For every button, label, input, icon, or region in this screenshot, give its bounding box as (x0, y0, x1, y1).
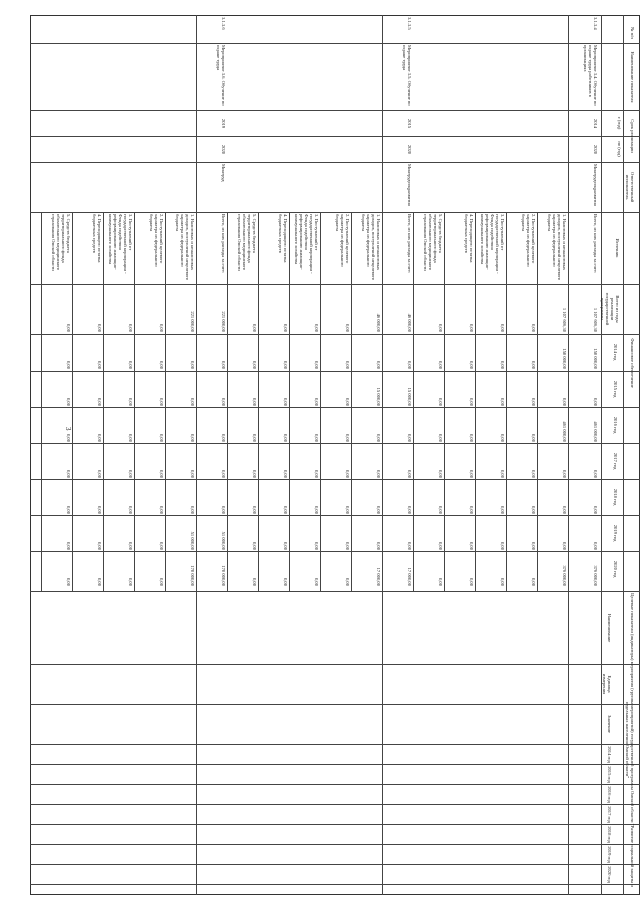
row-total: 0,00 (252, 323, 257, 332)
row-rule (134, 212, 135, 591)
column-rule (30, 884, 640, 885)
row-year-value: 0,00 (345, 505, 350, 514)
row-source: Всего, из них расходы за счет: (221, 214, 226, 274)
row-executor: Минтрудсоцразвития (593, 164, 598, 206)
row-year-value: 0,00 (66, 469, 71, 478)
row-year-value: 0,00 (159, 577, 164, 586)
row-year-value: 0,00 (314, 433, 319, 442)
row-source: 4. Переходящего остатка бюджетных средств (277, 214, 288, 263)
row-year-value: 0,00 (438, 360, 443, 369)
rotated-table-sheet (30, 15, 640, 895)
row-year-value: 0,00 (283, 360, 288, 369)
row-source: 2. Поступлений целевого характера из федерального бюджета (520, 214, 536, 267)
source-col-header: Источник (615, 238, 620, 258)
row-year-value: 0,00 (407, 360, 412, 369)
row-source: 3. Поступлений от государственной корпорации - Фонда содействия реформированию жилищно-коммунального хозяйства (107, 214, 133, 274)
row-year-value: 51 000,00 (221, 531, 226, 550)
row-year-value: 0,00 (376, 505, 381, 514)
row-rule (568, 15, 569, 895)
row-year-value: 0,00 (252, 577, 257, 586)
row-year-value: 0,00 (97, 469, 102, 478)
row-year-value: 0,00 (66, 577, 71, 586)
row-year-value: 0,00 (66, 541, 71, 550)
row-year-value: 0,00 (500, 469, 505, 478)
row-total: 0,00 (97, 323, 102, 332)
row-year-value: 376 000,00 (593, 565, 598, 586)
row-source: 1. Налоговых и неналоговых доходов, поступлений нецелевого характера из федерального бюджета (546, 214, 567, 281)
row-number: 3.1.3.5 (407, 17, 412, 30)
row-year-value: 0,00 (500, 433, 505, 442)
row-year-value: 0,00 (345, 433, 350, 442)
row-year-value: 0,00 (407, 541, 412, 550)
row-year-to: 2020 (407, 144, 412, 155)
row-source: 2. Поступлений целевого характера из федерального бюджета (148, 214, 164, 267)
row-total: 46 000,00 (407, 313, 412, 332)
row-year-value: 0,00 (469, 397, 474, 406)
row-rule (351, 212, 352, 591)
row-year-value: 461 000,00 (593, 421, 598, 442)
row-executor: Минтрудсоцразвития (407, 164, 412, 206)
row-year-value: 0,00 (407, 433, 412, 442)
row-year-value: 0,00 (376, 360, 381, 369)
column-rule (30, 136, 640, 137)
row-rule (475, 212, 476, 591)
row-source: Всего, из них расходы за счет: (407, 214, 412, 274)
column-rule (30, 784, 640, 785)
row-year-value: 0,00 (500, 360, 505, 369)
row-total: 0,00 (531, 323, 536, 332)
row-rule (289, 212, 290, 591)
row-year-value: 0,00 (469, 541, 474, 550)
row-year-value: 0,00 (283, 397, 288, 406)
total-col-header: Всего из годы реализации государственной программы (599, 292, 620, 326)
row-number: 3.1.3.6 (221, 17, 226, 30)
row-year-value: 0,00 (221, 360, 226, 369)
row-total: 0,00 (500, 323, 505, 332)
row-year-value: 0,00 (531, 541, 536, 550)
column-rule (30, 284, 640, 285)
row-year-value: 0,00 (531, 433, 536, 442)
row-year-value: 0,00 (66, 397, 71, 406)
num-col-header: № п/п (630, 27, 635, 39)
row-year-value: 0,00 (128, 397, 133, 406)
row-year-value: 0,00 (500, 577, 505, 586)
column-rule (30, 212, 640, 213)
row-total: 0,00 (314, 323, 319, 332)
row-year-value: 0,00 (252, 360, 257, 369)
row-name: Мероприятие 3.6. Обучение по охране труда (215, 45, 226, 106)
row-year-from: 2019 (221, 118, 226, 129)
row-year-value: 0,00 (128, 469, 133, 478)
row-year-value: 0,00 (97, 541, 102, 550)
row-source: 5. Средств бюджета территориального фонда обязательного медицинского страхования Омской области (236, 214, 257, 271)
row-rule (444, 212, 445, 591)
row-year-value: 17 000,00 (407, 567, 412, 586)
row-year-value: 0,00 (97, 397, 102, 406)
row-year-value: 461 000,00 (562, 421, 567, 442)
row-rule (537, 212, 538, 591)
row-year-value: 0,00 (593, 505, 598, 514)
row-source: 3. Поступлений от государственной корпорации - Фонда содействия реформированию жилищно-коммунального хозяйства (479, 214, 505, 274)
row-year-value: 0,00 (531, 505, 536, 514)
header-rule (623, 15, 624, 895)
row-name: Мероприятие 3.5. Обучение по охране труда (401, 45, 412, 106)
row-year-value: 0,00 (562, 505, 567, 514)
row-year-value: 0,00 (97, 360, 102, 369)
row-total: 0,00 (283, 323, 288, 332)
row-year-value: 0,00 (531, 577, 536, 586)
row-year-value: 0,00 (159, 360, 164, 369)
column-rule (30, 764, 640, 765)
row-total: 0,00 (159, 323, 164, 332)
row-year-value: 170 000,00 (221, 565, 226, 586)
row-total: 1 107 606,30 (593, 307, 598, 332)
row-year-value: 0,00 (159, 505, 164, 514)
row-total: 221 000,00 (221, 311, 226, 332)
row-year-value: 0,00 (438, 505, 443, 514)
row-rule (41, 212, 42, 591)
row-year-value: 0,00 (314, 541, 319, 550)
row-year-value: 0,00 (97, 577, 102, 586)
row-year-value: 0,00 (190, 360, 195, 369)
row-year-value: 0,00 (469, 505, 474, 514)
row-year-value: 0,00 (190, 397, 195, 406)
row-source: 1. Налоговых и неналоговых доходов, поступлений нецелевого характера из федерального бюджета (174, 214, 195, 281)
value-col-header: Значение (607, 715, 612, 733)
row-year-value: 0,00 (252, 397, 257, 406)
to-col-header: по (год) (617, 141, 622, 157)
name-col-header: Наименование показателя (630, 51, 635, 103)
row-year-value: 0,00 (376, 469, 381, 478)
row-total: 0,00 (128, 323, 133, 332)
finance-group-header: Финансовое обеспечение (630, 338, 635, 388)
left-year-header: 2016 год (613, 416, 618, 434)
row-year-value: 0,00 (314, 360, 319, 369)
row-year-to: 2020 (593, 144, 598, 155)
row-source: 1. Налоговых и неналоговых доходов, поступлений нецелевого характера из федерального бюджета (360, 214, 381, 281)
column-rule (30, 704, 640, 705)
row-year-value: 0,00 (97, 433, 102, 442)
row-year-value: 0,00 (562, 541, 567, 550)
period-col-header: Срок реализации (630, 119, 635, 153)
row-year-from: 2015 (407, 118, 412, 129)
row-year-value: 0,00 (128, 433, 133, 442)
right-year-header: 2017 год (607, 806, 612, 823)
column-rule (30, 162, 640, 163)
row-year-value: 0,00 (252, 433, 257, 442)
row-rule (196, 15, 197, 895)
row-year-value: 150 000,00 (593, 348, 598, 369)
row-year-value: 0,00 (283, 469, 288, 478)
executor-col-header: Ответственный исполнитель (624, 171, 635, 203)
row-year-value: 0,00 (438, 541, 443, 550)
header-rule (601, 15, 602, 895)
row-year-value: 0,00 (252, 505, 257, 514)
row-year-value: 0,00 (128, 541, 133, 550)
row-year-value: 0,00 (128, 577, 133, 586)
row-year-value: 170 000,00 (190, 565, 195, 586)
left-year-header: 2018 год (613, 488, 618, 506)
row-total: 0,00 (66, 323, 71, 332)
row-year-value: 0,00 (345, 360, 350, 369)
row-name: Мероприятие 3.4. Обучение по охране труда работников в организациях (582, 45, 598, 106)
row-year-value: 15 000,00 (376, 387, 381, 406)
row-total: 0,00 (469, 323, 474, 332)
row-year-value: 0,00 (159, 469, 164, 478)
indicator-name-header: Наименование (607, 613, 612, 643)
row-rule (258, 212, 259, 591)
row-year-value: 51 000,00 (190, 531, 195, 550)
row-year-value: 0,00 (190, 505, 195, 514)
row-source: 5. Средств бюджета территориального фонда обязательного медицинского страхования Омской области (422, 214, 443, 271)
row-executor: Минтруд (221, 164, 226, 182)
from-col-header: с (год) (617, 116, 622, 130)
column-rule (30, 744, 640, 745)
row-total: 1 107 606,30 (562, 307, 567, 332)
row-year-value: 0,00 (438, 433, 443, 442)
column-rule (30, 844, 640, 845)
row-source: 4. Переходящего остатка бюджетных средств (463, 214, 474, 263)
row-year-value: 0,00 (252, 469, 257, 478)
row-year-value: 0,00 (562, 469, 567, 478)
row-year-value: 0,00 (345, 469, 350, 478)
row-rule (227, 212, 228, 591)
row-year-value: 376 000,00 (562, 565, 567, 586)
row-year-value: 0,00 (159, 397, 164, 406)
row-year-value: 0,00 (376, 433, 381, 442)
row-year-value: 0,00 (438, 577, 443, 586)
right-header-title: Целевые показатели (индикаторы) мероприятия (группы мероприятий) государственной программы Омской области "Развитие социальной защиты и отдельных населения Омской области" (624, 593, 635, 887)
row-total: 0,00 (438, 323, 443, 332)
row-year-value: 0,00 (159, 433, 164, 442)
row-year-value: 0,00 (469, 433, 474, 442)
row-year-value: 0,00 (438, 469, 443, 478)
column-rule (30, 664, 640, 665)
row-year-value: 15 000,00 (407, 387, 412, 406)
row-year-value: 0,00 (314, 469, 319, 478)
row-year-value: 0,00 (128, 360, 133, 369)
row-year-value: 0,00 (221, 397, 226, 406)
right-year-header: 2020 год (607, 866, 612, 883)
left-year-header: 2017 год (613, 452, 618, 470)
column-rule (30, 110, 640, 111)
row-year-value: 0,00 (314, 397, 319, 406)
right-year-header: 2018 год (607, 826, 612, 843)
row-year-value: 0,00 (221, 469, 226, 478)
column-rule (30, 864, 640, 865)
row-source: Всего, из них расходы за счет: (593, 214, 598, 274)
row-year-value: 0,00 (221, 433, 226, 442)
row-year-value: 0,00 (66, 505, 71, 514)
row-year-to: 2020 (221, 144, 226, 155)
row-source: 4. Переходящего остатка бюджетных средств (91, 214, 102, 263)
column-rule (30, 591, 640, 592)
row-source: 3. Поступлений от государственной корпорации - Фонда содействия реформированию жилищно-коммунального хозяйства (293, 214, 319, 274)
row-rule (320, 212, 321, 591)
row-year-value: 0,00 (469, 469, 474, 478)
row-year-value: 0,00 (531, 397, 536, 406)
row-year-value: 0,00 (345, 577, 350, 586)
row-year-value: 0,00 (407, 505, 412, 514)
row-year-value: 17 000,00 (376, 567, 381, 586)
row-year-value: 0,00 (469, 360, 474, 369)
row-year-value: 0,00 (562, 397, 567, 406)
page-number: 3 (64, 427, 72, 431)
row-year-value: 0,00 (221, 505, 226, 514)
right-year-header: 2015 год (607, 766, 612, 783)
right-year-header: 2019 год (607, 846, 612, 863)
row-year-value: 0,00 (159, 541, 164, 550)
row-year-value: 0,00 (314, 505, 319, 514)
row-year-value: 0,00 (283, 541, 288, 550)
row-source: 2. Поступлений целевого характера из федерального бюджета (334, 214, 350, 267)
row-year-value: 0,00 (345, 541, 350, 550)
left-year-header: 2014 год (613, 343, 618, 361)
row-rule (506, 212, 507, 591)
row-year-value: 0,00 (190, 433, 195, 442)
row-year-value: 0,00 (593, 397, 598, 406)
row-rule (413, 212, 414, 591)
row-year-value: 0,00 (314, 577, 319, 586)
left-year-header: 2020 год (613, 560, 618, 578)
row-year-from: 2014 (593, 118, 598, 129)
left-year-header: 2015 год (613, 380, 618, 398)
column-rule (30, 43, 640, 44)
row-rule (165, 212, 166, 591)
unit-col-header: Единица измерения (601, 673, 612, 695)
row-year-value: 0,00 (593, 469, 598, 478)
row-year-value: 0,00 (376, 541, 381, 550)
row-year-value: 0,00 (469, 577, 474, 586)
row-year-value: 0,00 (97, 505, 102, 514)
row-year-value: 0,00 (190, 469, 195, 478)
row-total: 0,00 (345, 323, 350, 332)
row-year-value: 0,00 (593, 541, 598, 550)
row-source: 5. Средств бюджета территориального фонда обязательного медицинского страхования Омской области (50, 214, 71, 271)
row-year-value: 0,00 (252, 541, 257, 550)
row-year-value: 0,00 (500, 397, 505, 406)
row-year-value: 0,00 (283, 577, 288, 586)
row-year-value: 0,00 (500, 541, 505, 550)
column-rule (30, 804, 640, 805)
right-year-header: 2016 год (607, 786, 612, 803)
row-year-value: 0,00 (500, 505, 505, 514)
right-year-header: 2014 год (607, 746, 612, 763)
row-total: 221 000,00 (190, 311, 195, 332)
row-total: 46 000,00 (376, 313, 381, 332)
row-year-value: 0,00 (283, 433, 288, 442)
row-year-value: 150 000,00 (562, 348, 567, 369)
row-number: 3.1.3.4 (593, 17, 598, 30)
row-year-value: 0,00 (531, 360, 536, 369)
row-year-value: 0,00 (438, 397, 443, 406)
row-year-value: 0,00 (531, 469, 536, 478)
row-rule (382, 15, 383, 895)
row-year-value: 0,00 (345, 397, 350, 406)
left-year-header: 2019 год (613, 524, 618, 542)
row-rule (103, 212, 104, 591)
row-rule (72, 212, 73, 591)
row-year-value: 0,00 (283, 505, 288, 514)
column-rule (30, 824, 640, 825)
row-year-value: 0,00 (128, 505, 133, 514)
row-year-value: 0,00 (66, 433, 71, 442)
row-year-value: 0,00 (66, 360, 71, 369)
row-year-value: 0,00 (407, 469, 412, 478)
